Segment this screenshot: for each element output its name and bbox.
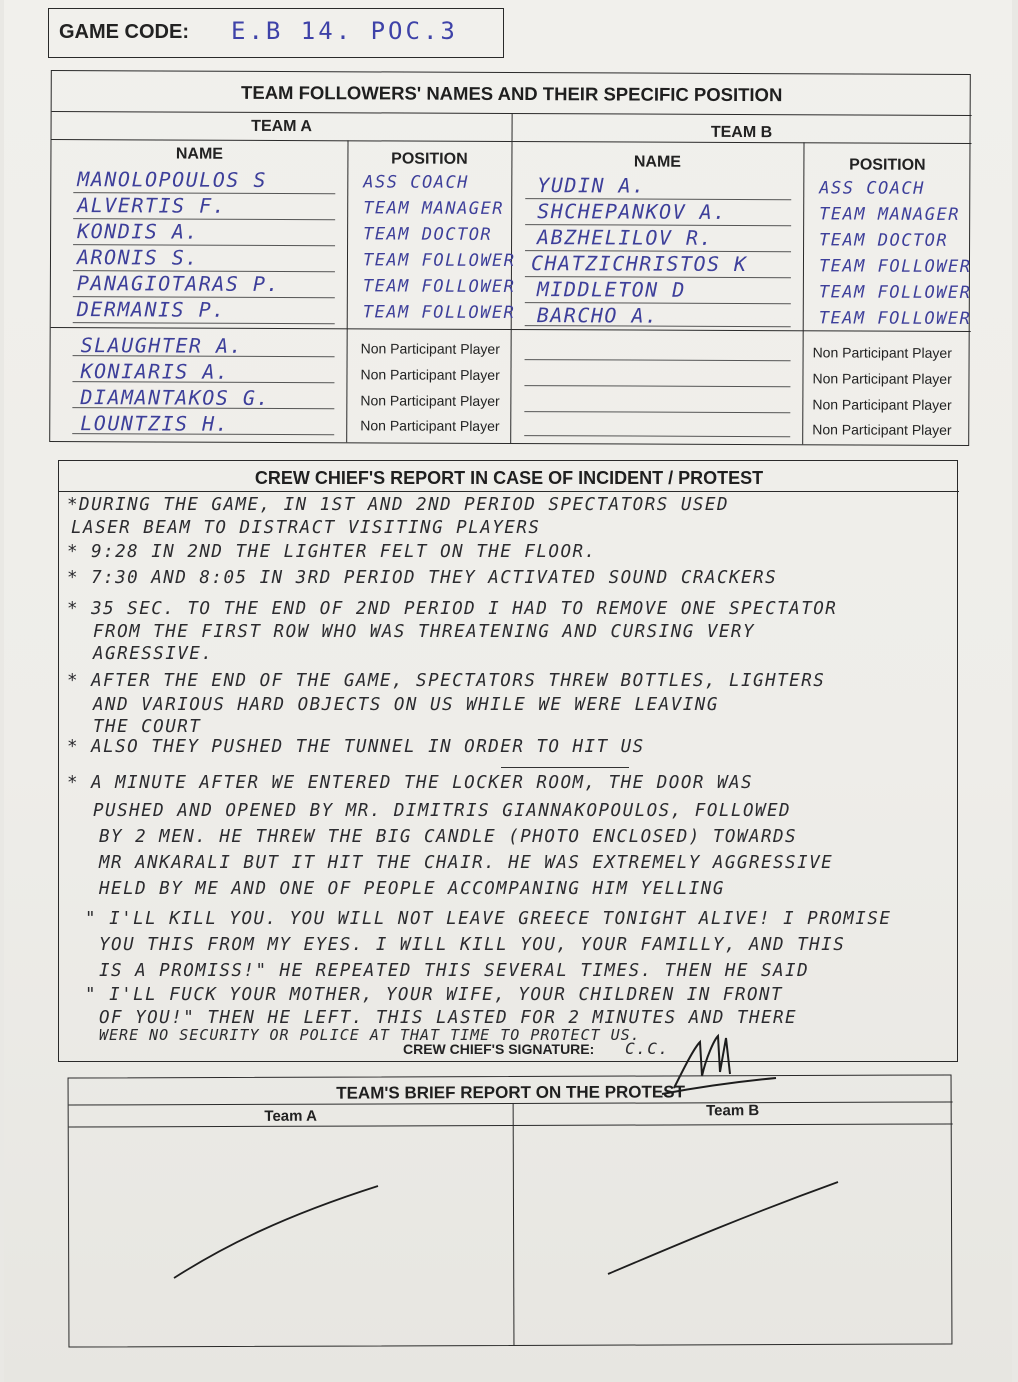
game-code-value: E.B 14. POC.3: [231, 17, 458, 45]
team-a-npp-label-1: Non Participant Player: [360, 340, 500, 357]
team-a-position-header: POSITION: [391, 150, 468, 168]
report-line-20: " I'LL FUCK YOUR MOTHER, YOUR WIFE, YOUR CHILDREN IN FRONT: [85, 985, 784, 1005]
team-b-position-4: TEAM FOLLOWER: [818, 256, 972, 278]
team-a-npp-name-4: LOUNTZIS H.: [80, 411, 230, 436]
crew-signature-label: CREW CHIEF'S SIGNATURE:: [403, 1041, 595, 1057]
team-a-name-3: KONDIS A.: [77, 219, 200, 244]
report-line-8: * AFTER THE END OF THE GAME, SPECTATORS THREW BOTTLES, LIGHTERS: [67, 671, 826, 691]
report-line-22: WERE NO SECURITY OR POLICE AT THAT TIME TO PROTECT US.: [99, 1026, 641, 1044]
team-a-position-2: TEAM MANAGER: [363, 198, 505, 219]
report-line-14: BY 2 MEN. HE THREW THE BIG CANDLE (PHOTO ENCLOSED) TOWARDS: [99, 827, 798, 847]
team-report-title: TEAM'S BRIEF REPORT ON THE PROTEST: [336, 1082, 686, 1103]
report-line-1: *DURING THE GAME, IN 1ST AND 2ND PERIOD SPECTATORS USED: [67, 495, 729, 515]
report-line-15: MR ANKARALI BUT IT HIT THE CHAIR. HE WAS EXTREMELY AGGRESSIVE: [99, 853, 834, 873]
team-a-report-strike-line: [164, 1176, 394, 1286]
team-a-npp-label-2: Non Participant Player: [360, 366, 500, 383]
team-a-position-5: TEAM FOLLOWER: [362, 276, 516, 298]
report-line-7: AGRESSIVE.: [93, 644, 214, 664]
report-line-12: * A MINUTE AFTER WE ENTERED THE LOCKER ROOM, THE DOOR WAS: [67, 773, 754, 793]
report-line-10: THE COURT: [93, 717, 202, 737]
team-a-name-6: DERMANIS P.: [76, 297, 226, 322]
team-a-name-2: ALVERTIS F.: [77, 193, 227, 218]
report-line-18: YOU THIS FROM MY EYES. I WILL KILL YOU, YOUR FAMILLY, AND THIS: [99, 935, 846, 955]
team-a-npp-name-3: DIAMANTAKOS G.: [80, 385, 271, 410]
team-b-position-1: ASS COACH: [819, 178, 925, 199]
team-b-position-3: TEAM DOCTOR: [819, 230, 949, 251]
report-line-2: LASER BEAM TO DISTRACT VISITING PLAYERS: [71, 518, 541, 538]
game-code-box: [48, 8, 504, 58]
team-a-report-heading: Team A: [264, 1107, 317, 1125]
team-a-position-4: TEAM FOLLOWER: [362, 250, 516, 272]
team-a-npp-label-3: Non Participant Player: [360, 392, 500, 409]
report-line-5: * 35 SEC. TO THE END OF 2ND PERIOD I HAD TO REMOVE ONE SPECTATOR: [67, 599, 838, 619]
team-a-position-3: TEAM DOCTOR: [363, 224, 493, 245]
report-line-11: * ALSO THEY PUSHED THE TUNNEL IN ORDER TO HIT US: [67, 737, 645, 757]
team-a-npp-name-2: KONIARIS A.: [80, 359, 230, 384]
team-b-name-2: SHCHEPANKOV A.: [537, 199, 727, 224]
report-line-6: FROM THE FIRST ROW WHO WAS THREATENING AND CURSING VERY: [93, 622, 755, 642]
team-b-report-strike-line: [594, 1176, 854, 1286]
team-b-position-2: TEAM MANAGER: [819, 204, 961, 225]
team-a-heading: TEAM A: [251, 117, 312, 136]
team-b-npp-label-4: Non Participant Player: [812, 421, 952, 438]
team-a-position-1: ASS COACH: [363, 172, 469, 193]
followers-title: TEAM FOLLOWERS' NAMES AND THEIR SPECIFIC POSITION: [241, 81, 783, 106]
team-b-name-3: ABZHELILOV R.: [537, 225, 714, 250]
score-sheet-page: [4, 0, 1012, 1382]
crew-signature-value: C.C.: [625, 1039, 670, 1058]
team-b-name-5: MIDDLETON D: [536, 277, 686, 302]
followers-table: [49, 70, 971, 446]
team-b-npp-label-1: Non Participant Player: [812, 344, 952, 361]
team-b-report-heading: Team B: [706, 1102, 760, 1120]
team-a-name-4: ARONIS S.: [76, 245, 199, 270]
report-line-21: OF YOU!" THEN HE LEFT. THIS LASTED FOR 2 MINUTES AND THERE: [99, 1008, 798, 1028]
team-b-name-6: BARCHO A.: [536, 303, 659, 328]
crew-report-box: [58, 460, 958, 1062]
report-line-9: AND VARIOUS HARD OBJECTS ON US WHILE WE WERE LEAVING: [93, 695, 719, 715]
report-line-13: PUSHED AND OPENED BY MR. DIMITRIS GIANNAKOPOULOS, FOLLOWED: [93, 801, 792, 821]
team-b-npp-label-3: Non Participant Player: [812, 396, 952, 413]
team-a-npp-name-1: SLAUGHTER A.: [80, 333, 244, 358]
team-a-position-6: TEAM FOLLOWER: [362, 302, 516, 324]
team-a-npp-label-4: Non Participant Player: [360, 417, 500, 434]
team-b-position-header: POSITION: [849, 156, 926, 174]
team-a-name-5: PANAGIOTARAS P.: [76, 271, 281, 296]
team-b-position-6: TEAM FOLLOWER: [818, 308, 972, 330]
team-b-name-header: NAME: [633, 153, 682, 171]
report-line-16: HELD BY ME AND ONE OF PEOPLE ACCOMPANING HIM YELLING: [99, 879, 725, 899]
team-b-position-5: TEAM FOLLOWER: [818, 282, 972, 304]
report-line-17: " I'LL KILL YOU. YOU WILL NOT LEAVE GREECE TONIGHT ALIVE! I PROMISE: [85, 909, 892, 929]
crew-report-title: CREW CHIEF'S REPORT IN CASE OF INCIDENT / PROTEST: [254, 468, 764, 488]
team-a-name-header: NAME: [175, 145, 224, 163]
report-line-19: IS A PROMISS!" HE REPEATED THIS SEVERAL TIMES. THEN HE SAID: [99, 961, 810, 981]
team-b-name-4: CHATZICHRISTOS K: [530, 251, 748, 277]
team-b-npp-label-2: Non Participant Player: [812, 370, 952, 387]
team-b-heading: TEAM B: [710, 123, 773, 142]
team-b-name-1: YUDIN A.: [537, 173, 646, 198]
report-line-3: * 9:28 IN 2ND THE LIGHTER FELT ON THE FLOOR.: [67, 542, 597, 562]
report-line-4: * 7:30 AND 8:05 IN 3RD PERIOD THEY ACTIVATED SOUND CRACKERS: [67, 568, 778, 588]
game-code-label: GAME CODE:: [59, 21, 189, 43]
team-a-name-1: MANOLOPOULOS S: [77, 167, 267, 192]
